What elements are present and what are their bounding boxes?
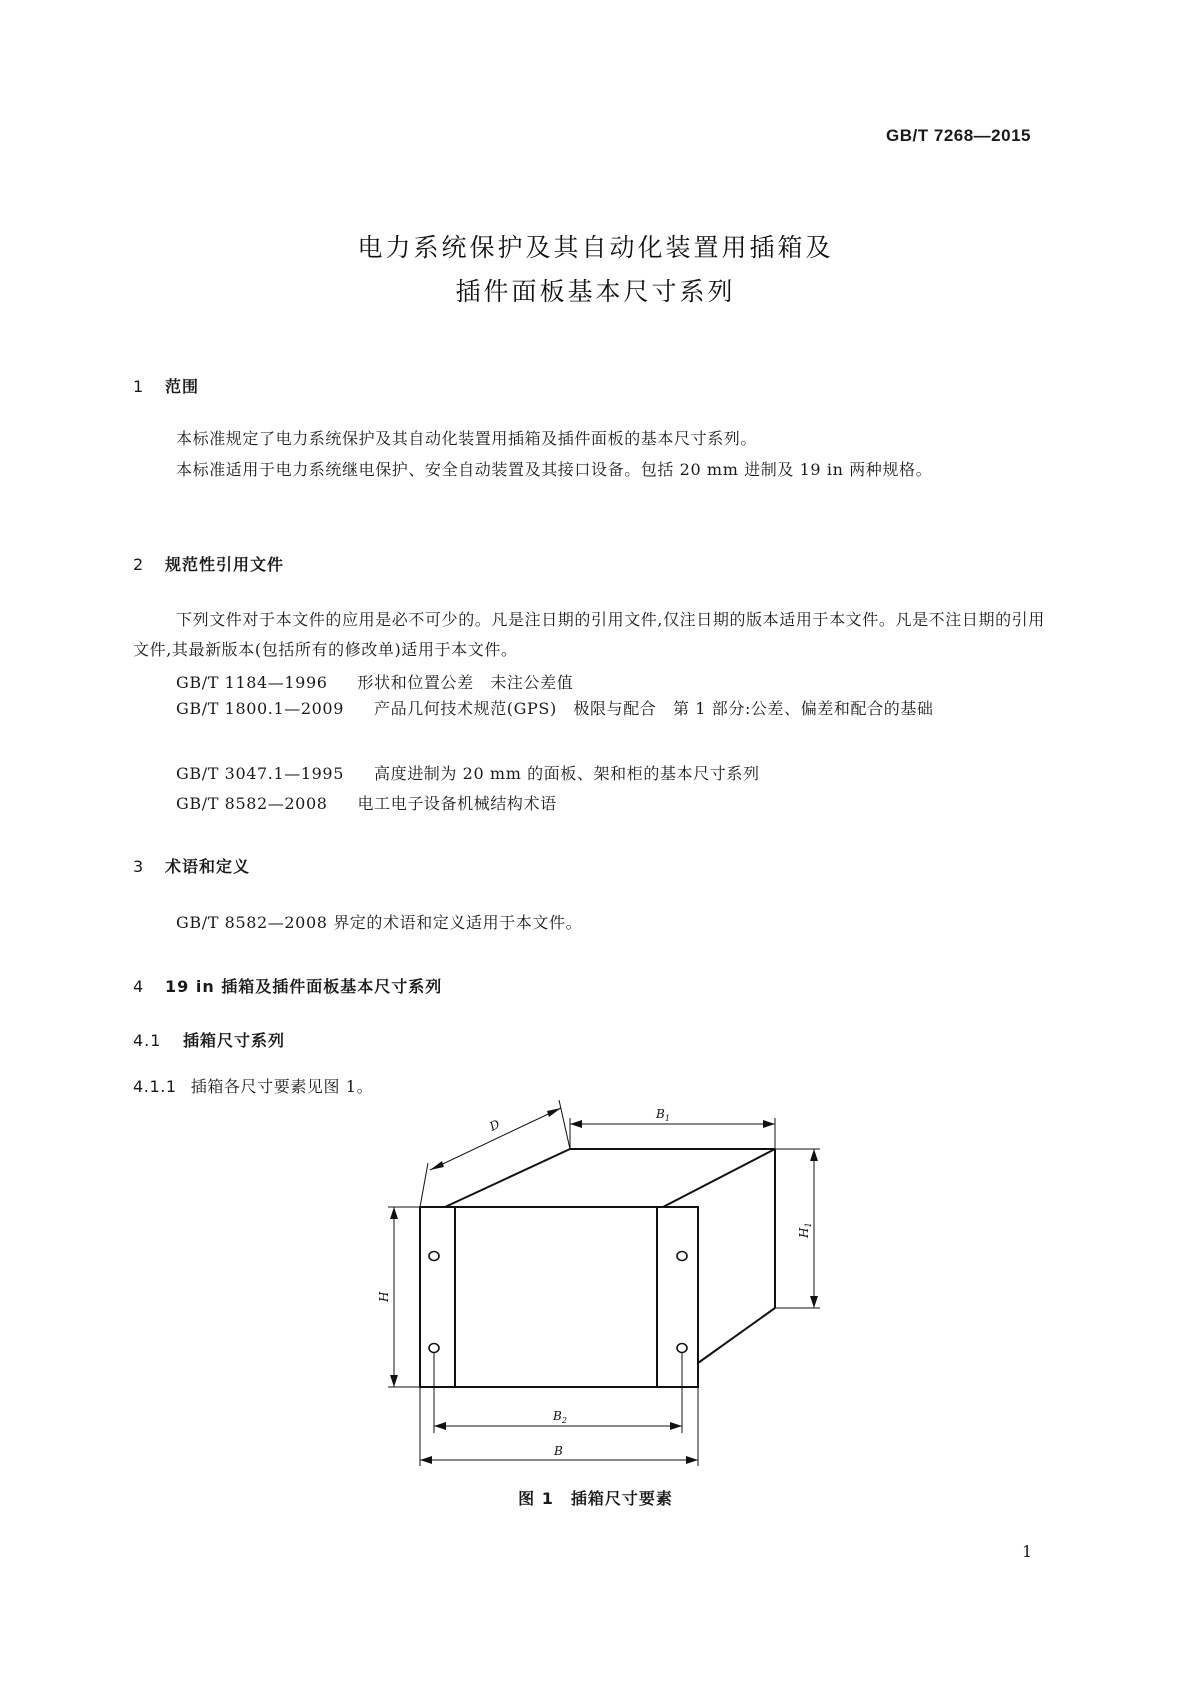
section-4-title: 19 in 插箱及插件面板基本尺寸系列: [165, 977, 443, 996]
label-b1: $B_1$: [656, 1107, 670, 1123]
arrowhead: [390, 1375, 398, 1387]
mounting-hole: [429, 1252, 439, 1261]
reference-code: GB/T 1184—1996: [176, 673, 328, 692]
arrowhead: [810, 1296, 818, 1308]
reference-code: GB/T 8582—2008: [176, 794, 328, 813]
label-b2: $B_2$: [553, 1409, 567, 1425]
arrowhead: [686, 1456, 698, 1464]
page-number: 1: [1022, 1542, 1033, 1561]
section-2-title: 规范性引用文件: [165, 555, 285, 574]
section-4-number: 4: [133, 977, 145, 996]
figure-1-caption: 图 1 插箱尺寸要素: [518, 1489, 673, 1508]
clause-4-1-1-text: 插箱各尺寸要素见图 1。: [190, 1077, 374, 1096]
crate-top-right-edge: [663, 1149, 775, 1207]
mounting-hole: [677, 1344, 687, 1353]
section-2-paragraph-1: 下列文件对于本文件的应用是必不可少的。凡是注日期的引用文件,仅注日期的版本适用于本文件。凡是不注日期的引用文件,其最新版本(包括所有的修改单)适用于本文件。: [133, 610, 1045, 659]
section-3-paragraph-1: GB/T 8582—2008 界定的术语和定义适用于本文件。: [176, 913, 583, 932]
mounting-hole: [429, 1344, 439, 1353]
reference-title: 形状和位置公差 未注公差值: [357, 673, 574, 692]
crate-bottom-right-edge: [698, 1308, 775, 1363]
reference-title: 产品几何技术规范(GPS) 极限与配合 第 1 部分:公差、偏差和配合的基础: [374, 699, 934, 718]
reference-title: 高度进制为 20 mm 的面板、架和柜的基本尺寸系列: [374, 764, 760, 783]
section-4-1-title: 插箱尺寸系列: [183, 1031, 286, 1050]
section-1-paragraph-2: 本标准适用于电力系统继电保护、安全自动装置及其接口设备。包括 20 mm 进制及 19 in 两种规格。: [176, 460, 933, 479]
section-1-number: 1: [133, 377, 145, 396]
arrowhead: [810, 1149, 818, 1161]
arrowhead: [420, 1456, 432, 1464]
dimension-d-extension: [559, 1100, 570, 1149]
section-3-number: 3: [133, 857, 145, 876]
standard-number: GB/T 7268—2015: [886, 126, 1031, 145]
arrowhead: [390, 1207, 398, 1219]
section-1-title: 范围: [165, 377, 200, 396]
document-title-line1: 电力系统保护及其自动化装置用插箱及: [357, 233, 834, 262]
arrowhead: [670, 1422, 682, 1430]
arrowhead: [430, 1161, 444, 1170]
label-d: D: [487, 1116, 502, 1134]
clause-4-1-1-number: 4.1.1: [133, 1077, 177, 1096]
dimension-d-extension: [420, 1163, 428, 1207]
arrowhead: [570, 1120, 582, 1128]
section-3-title: 术语和定义: [165, 857, 251, 876]
document-title-line2: 插件面板基本尺寸系列: [455, 277, 736, 306]
arrowhead: [547, 1108, 561, 1117]
mounting-hole: [677, 1252, 687, 1261]
section-2-number: 2: [133, 555, 145, 574]
section-4-1-number: 4.1: [133, 1031, 162, 1050]
label-b: B: [554, 1444, 563, 1458]
arrowhead: [763, 1120, 775, 1128]
crate-top-left-edge: [445, 1149, 570, 1207]
reference-title: 电工电子设备机械结构术语: [357, 794, 557, 813]
label-h1: $H_1$: [797, 1222, 813, 1238]
arrowhead: [434, 1422, 446, 1430]
reference-code: GB/T 3047.1—1995: [176, 764, 344, 783]
label-h: H: [377, 1291, 391, 1302]
section-1-paragraph-1: 本标准规定了电力系统保护及其自动化装置用插箱及插件面板的基本尺寸系列。: [176, 429, 758, 448]
reference-code: GB/T 1800.1—2009: [176, 699, 344, 718]
